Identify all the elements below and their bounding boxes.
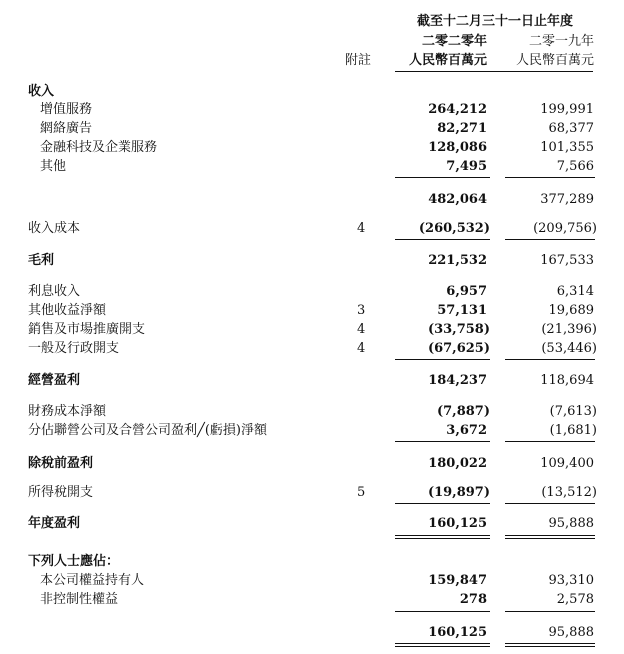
income-tax-current: (19,897) (427, 485, 490, 500)
admin-expenses-current: (67,625) (427, 341, 490, 356)
cost-rule-prior (505, 239, 595, 240)
admin-expenses-note: 4 (357, 341, 366, 356)
operating-profit-current: 184,237 (428, 373, 487, 388)
attrib-rule-prior (505, 611, 595, 612)
tax-rule-current (395, 503, 490, 504)
expenses-rule-prior (505, 359, 595, 360)
vas-label: 增值服務 (40, 102, 93, 117)
revenue-total-prior: 377,289 (540, 192, 594, 207)
unit-prior-heading: 人民幣百萬元 (515, 53, 594, 68)
profit-for-year-prior: 95,888 (548, 516, 594, 531)
cost-rule-current (395, 239, 490, 240)
profit-double-rule-1-current (395, 535, 490, 536)
attributable-heading: 下列人士應佔： (28, 554, 120, 569)
finance-costs-label: 財務成本淨額 (28, 404, 107, 419)
nci-current: 278 (459, 592, 487, 607)
fintech-current: 128,086 (428, 140, 487, 155)
cost-of-revenues-current: (260,532) (418, 221, 490, 236)
share-of-profit-label: 分佔聯營公司及合營公司盈利╱(虧損)淨額 (28, 423, 267, 438)
interest-income-prior: 6,314 (556, 284, 594, 299)
income-tax-label: 所得稅開支 (28, 485, 94, 500)
income-tax-note: 5 (357, 485, 366, 500)
operating-profit-prior: 118,694 (540, 373, 594, 388)
income-tax-prior: (13,512) (541, 485, 597, 500)
share-of-profit-current: 3,672 (446, 423, 487, 438)
finance-costs-current: (7,887) (436, 404, 490, 419)
total-double-rule-2-prior (505, 646, 595, 647)
vas-current: 264,212 (428, 102, 487, 117)
note-column-heading: 附註 (345, 53, 372, 68)
profit-before-tax-prior: 109,400 (540, 456, 594, 471)
selling-expenses-label: 銷售及市場推廣開支 (28, 322, 146, 337)
profit-for-year-current: 160,125 (428, 516, 487, 531)
attrib-rule-current (395, 611, 490, 612)
pbt-rule-current (395, 441, 490, 442)
online-ads-current: 82,271 (437, 121, 487, 136)
unit-current-heading: 人民幣百萬元 (408, 53, 487, 68)
admin-expenses-prior: (53,446) (541, 341, 597, 356)
total-double-rule-1-current (395, 643, 490, 644)
revenue-subtotal-rule-current (395, 177, 490, 178)
selling-expenses-current: (33,758) (427, 322, 490, 337)
profit-before-tax-label: 除稅前盈利 (28, 456, 94, 471)
pbt-rule-prior (505, 441, 595, 442)
year-current-heading: 二零二零年 (421, 34, 487, 49)
profit-double-rule-2-current (395, 538, 490, 539)
year-prior-heading: 二零一九年 (528, 34, 594, 49)
revenue-total-current: 482,064 (428, 192, 487, 207)
header-rule (395, 71, 593, 72)
others-label: 其他 (40, 159, 67, 174)
other-gains-prior: 19,689 (548, 303, 594, 318)
operating-profit-label: 經營盈利 (28, 373, 81, 388)
nci-label: 非控制性權益 (40, 592, 119, 607)
attributable-total-prior: 95,888 (548, 625, 594, 640)
equity-holders-current: 159,847 (428, 573, 487, 588)
finance-costs-prior: (7,613) (549, 404, 597, 419)
total-double-rule-1-prior (505, 643, 595, 644)
profit-before-tax-current: 180,022 (428, 456, 487, 471)
share-of-profit-prior: (1,681) (549, 423, 597, 438)
cost-of-revenues-prior: (209,756) (533, 221, 597, 236)
cost-of-revenues-label: 收入成本 (28, 221, 81, 236)
cost-of-revenues-note: 4 (357, 221, 366, 236)
others-prior: 7,566 (556, 159, 594, 174)
expenses-rule-current (395, 359, 490, 360)
tax-rule-prior (505, 503, 595, 504)
online-ads-label: 網絡廣告 (40, 121, 93, 136)
other-gains-label: 其他收益淨額 (28, 303, 107, 318)
profit-double-rule-1-prior (505, 535, 595, 536)
gross-profit-prior: 167,533 (540, 253, 594, 268)
admin-expenses-label: 一般及行政開支 (28, 341, 120, 356)
nci-prior: 2,578 (556, 592, 594, 607)
fintech-label: 金融科技及企業服務 (40, 140, 158, 155)
gross-profit-label: 毛利 (28, 253, 55, 268)
selling-expenses-note: 4 (357, 322, 366, 337)
attributable-total-current: 160,125 (428, 625, 487, 640)
other-gains-note: 3 (357, 303, 366, 318)
interest-income-current: 6,957 (446, 284, 487, 299)
revenue-subtotal-rule-prior (505, 177, 595, 178)
online-ads-prior: 68,377 (548, 121, 594, 136)
gross-profit-current: 221,532 (428, 253, 487, 268)
period-heading: 截至十二月三十一日止年度 (416, 14, 573, 29)
interest-income-label: 利息收入 (28, 284, 81, 299)
profit-double-rule-2-prior (505, 538, 595, 539)
fintech-prior: 101,355 (540, 140, 594, 155)
selling-expenses-prior: (21,396) (541, 322, 597, 337)
others-current: 7,495 (446, 159, 487, 174)
equity-holders-prior: 93,310 (548, 573, 594, 588)
profit-for-year-label: 年度盈利 (28, 516, 81, 531)
total-double-rule-2-current (395, 646, 490, 647)
other-gains-current: 57,131 (437, 303, 487, 318)
vas-prior: 199,991 (540, 102, 594, 117)
revenue-heading: 收入 (28, 84, 55, 99)
equity-holders-label: 本公司權益持有人 (40, 573, 145, 588)
